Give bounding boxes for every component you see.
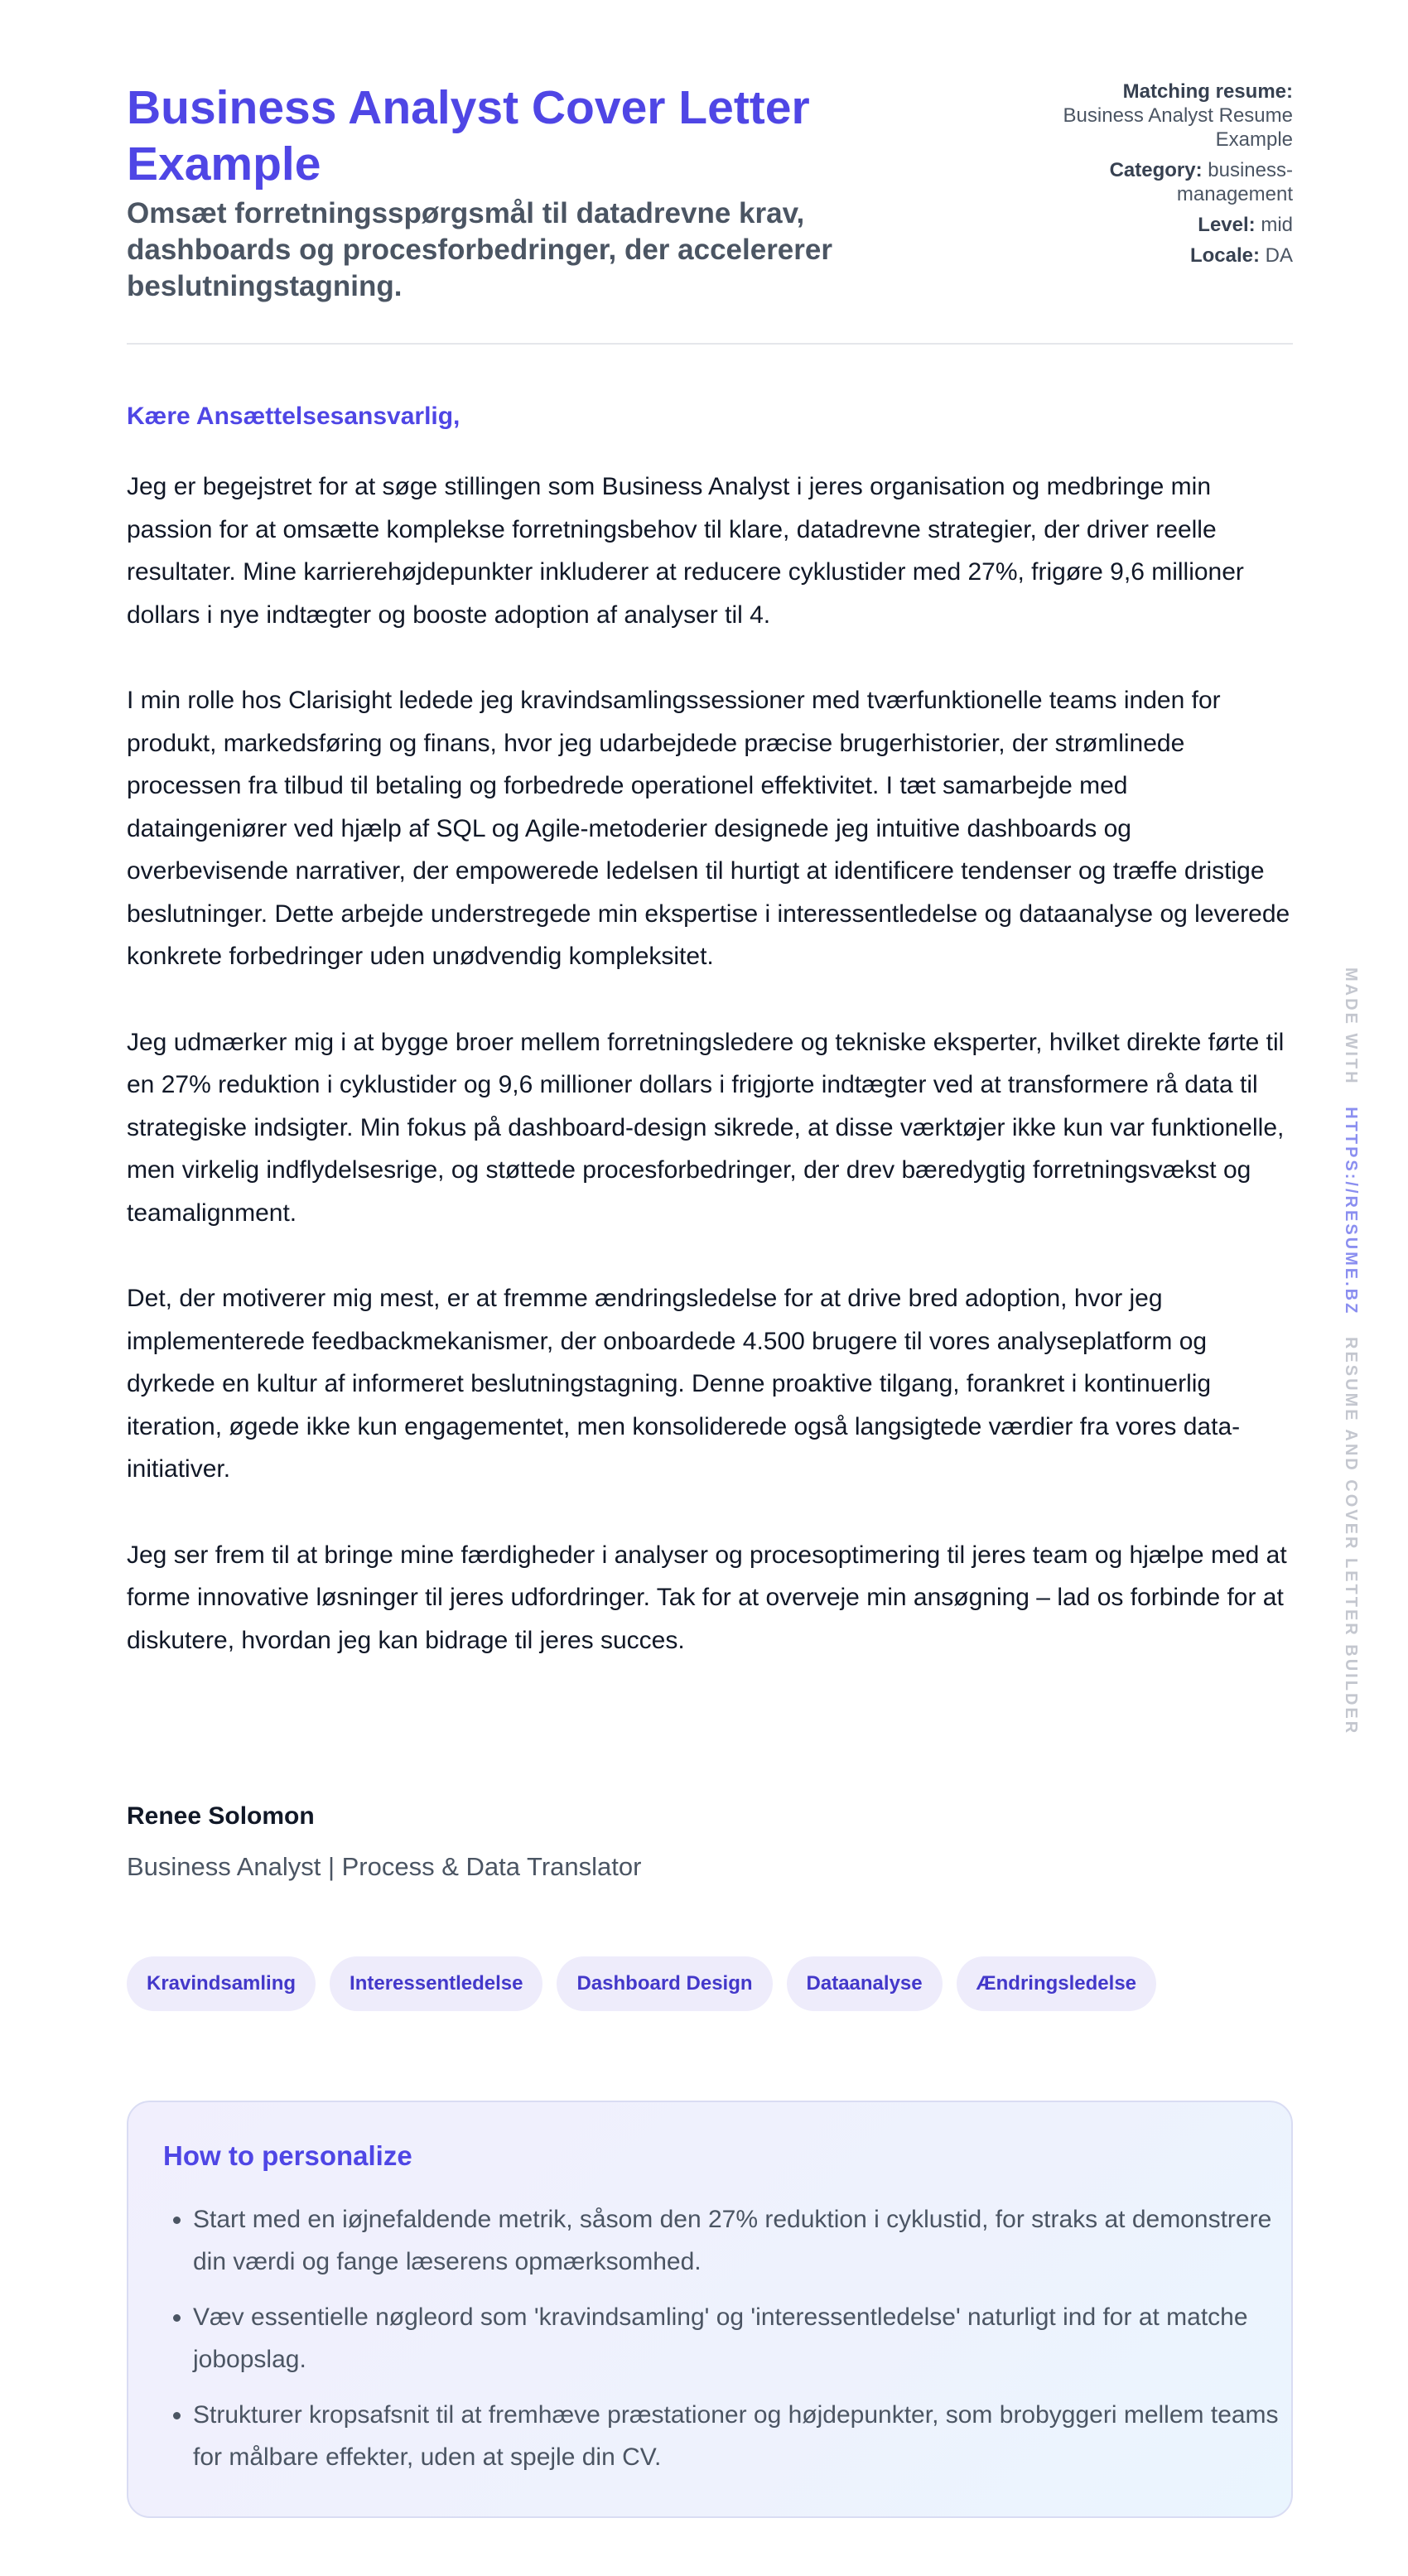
meta-resume-label: Matching resume: [1122,80,1293,103]
skill-tag: Ændringsledelse [957,1956,1156,2011]
meta-level-label: Level: [1198,214,1256,236]
meta-level [1028,213,1293,237]
signature-title: Business Analyst | Process & Data Translator [127,1852,642,1881]
page-header [127,0,1293,345]
letter-paragraph-4: Det, der motiverer mig mest, er at fremme ændringsledelse for at drive bred adoption, hvor jeg implementerede feedbackmekanismer, der onboardede 4.500 brugere til vores analyseplatform og dyrkede en kultur af informeret beslutningstagning. Denne proaktive tilgang, forankret i kontinuerlig iteration, øgede ikke kun engagementet, men konsoliderede også langsigtede værdier fra vores data-initiativer. [127,1285,1241,1483]
skill-tag: Dashboard Design [557,1956,772,2011]
meta-category-label: Category: [1109,159,1203,181]
watermark-link[interactable]: HTTPS://RESUME.BZ [1342,1107,1360,1316]
meta-panel [1028,80,1293,274]
watermark-suffix: RESUME AND COVER LETTER BUILDER [1342,1337,1360,1736]
meta-locale [1028,244,1293,268]
skill-tag: Kravindsamling [127,1956,316,2011]
personalize-list [163,2198,1286,2492]
meta-category [1028,158,1293,206]
watermark-prefix: MADE WITH [1342,967,1360,1086]
letter-paragraph-5: Jeg ser frem til at bringe mine færdigheder i analyser og procesoptimering til jeres team og hjælpe med at forme innovative løsninger til jeres udfordringer. Tak for at overveje min ansøgning – lad os forbinde for at diskutere, hvordan jeg kan bidrage til jeres succes. [127,1541,1287,1654]
page-title: Business Analyst Cover Letter Example [127,81,810,191]
letter-body [127,466,1293,1705]
letter-paragraph-1: Jeg er begejstret for at søge stillingen som Business Analyst i jeres organisation og medbringe min passion for at omsætte komplekse forretningsbehov til klare, datadrevne strategier, der driver reelle resultater. Mine karrierehøjdepunkter inkluderer at reducere cyklustider med 27%, frigøre 9,6 millioner dollars i nye indtægter og booste adoption af analyser til 4. [127,473,1244,629]
skill-tag: Interessentledelse [330,1956,542,2011]
meta-category-value: business-management [1176,159,1293,205]
meta-locale-value: DA [1265,244,1293,267]
personalize-box [127,2101,1293,2518]
personalize-tip: • Strukturer kropsafsnit til at fremhæve præstationer og højdepunkter, som brobyggeri mellem teams for målbare effekter, uden at spejle din CV. [193,2394,1286,2478]
signature-name: Renee Solomon [127,1802,315,1830]
cover-letter-page [127,0,1293,2471]
vertical-watermark [1341,967,1360,1735]
meta-level-value: mid [1261,214,1293,236]
letter-paragraph-2: I min rolle hos Clarisight ledede jeg kravindsamlingssessioner med tværfunktionelle teams inden for produkt, markedsføring og finans, hvor jeg udarbejdede præcise brugerhistorier, der strømlinede processen fra tilbud til betaling og forbedrede operationel effektivitet. I tæt samarbejde med dataingeniører ved hjælp af SQL og Agile-metoderier designede jeg intuitive dashboards og overbevisende narrativer, der empowerede ledelsen til hurtigt at identificere tendenser og træffe dristige beslutninger. Dette arbejde understregede min ekspertise i interessentledelse og dataanalyse og leverede konkrete forbedringer uden unødvendig kompleksitet. [127,687,1290,970]
skill-tags [127,1956,1156,2011]
meta-locale-label: Locale: [1189,244,1260,267]
personalize-heading: How to personalize [163,2140,412,2171]
meta-resume [1028,80,1293,152]
skill-tag: Dataanalyse [787,1956,943,2011]
letter-salutation: Kære Ansættelsesansvarlig, [127,403,460,430]
page-subtitle: Omsæt forretningsspørgsmål til datadrevne krav, dashboards og procesforbedringer, der accelererer beslutningstagning. [127,197,832,302]
meta-resume-value[interactable]: Business Analyst Resume Example [1063,104,1293,151]
letter-paragraph-3: Jeg udmærker mig i at bygge broer mellem forretningsledere og tekniske eksperter, hvilket direkte førte til en 27% reduktion i cyklustider og 9,6 millioner dollars i frigjorte indtægter ved at transformere rå data til strategiske indsigter. Min fokus på dashboard-design sikrede, at disse værktøjer ikke kun var funktionelle, men virkelig indflydelsesrige, og støttede procesforbedringer, der drev bæredygtig forretningsvækst og teamalignment. [127,1028,1285,1227]
personalize-tip: • Start med en iøjnefaldende metrik, såsom den 27% reduktion i cyklustid, for straks at demonstrere din værdi og fange læserens opmærksomhed. [193,2198,1286,2283]
personalize-tip: • Væv essentielle nøgleord som 'kravindsamling' og 'interessentledelse' naturligt ind for at matche jobopslag. [193,2296,1286,2381]
